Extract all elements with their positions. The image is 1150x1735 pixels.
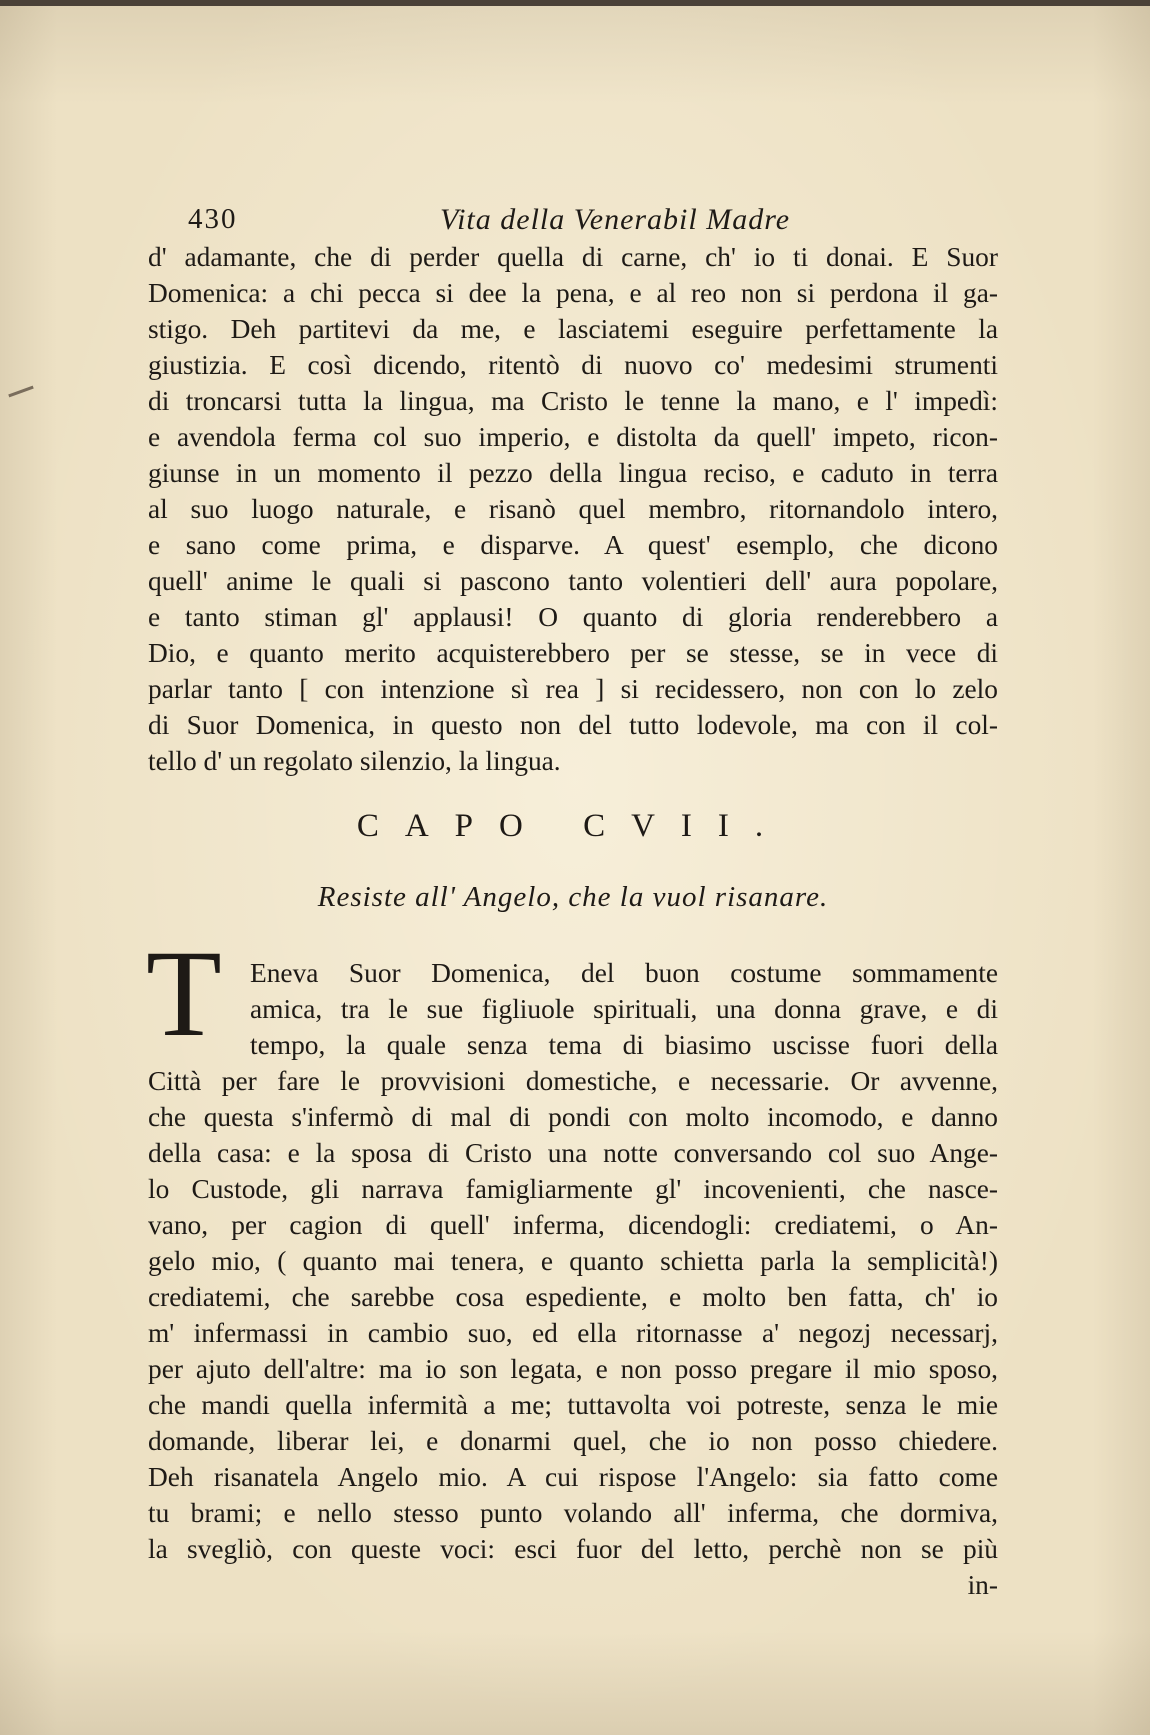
text-line: domande, liberar lei, e donarmi quel, che io non posso chiedere. xyxy=(148,1426,998,1456)
text-line: m' infermassi in cambio suo, ed ella ritornasse a' negozj necessarj, xyxy=(148,1318,998,1348)
chapter-subtitle: Resiste all' Angelo, che la vuol risanare. xyxy=(317,881,829,913)
chapter-heading: CAPO CVII. xyxy=(356,808,790,844)
page-number: 430 xyxy=(188,203,238,235)
text-line: e avendola ferma col suo imperio, e distolta da quell' impeto, ricon- xyxy=(148,422,998,452)
drop-cap: T xyxy=(146,925,222,1062)
catchword: in- xyxy=(967,1570,998,1600)
text-line: Eneva Suor Domenica, del buon costume sommamente xyxy=(250,958,998,988)
margin-mark xyxy=(8,386,33,398)
text-line: crediatemi, che sarebbe cosa espediente, e molto ben fatta, ch' io xyxy=(148,1282,998,1312)
text-line: tu brami; e nello stesso punto volando all' inferma, che dormiva, xyxy=(148,1498,998,1528)
text-line: parlar tanto [ con intenzione sì rea ] si recidessero, non con lo zelo xyxy=(148,674,998,704)
text-line: per ajuto dell'altre: ma io son legata, e non posso pregare il mio sposo, xyxy=(148,1354,998,1384)
text-line: stigo. Deh partitevi da me, e lasciatemi eseguire perfettamente la xyxy=(148,314,998,344)
paragraph-2 xyxy=(148,955,998,1603)
text-line: che questa s'infermò di mal di pondi con molto incomodo, e danno xyxy=(148,1102,998,1132)
text-line: tempo, la quale senza tema di biasimo uscisse fuori della xyxy=(250,1030,998,1060)
text-line: di Suor Domenica, in questo non del tutto lodevole, ma con il col- xyxy=(148,710,998,740)
text-line: Deh risanatela Angelo mio. A cui rispose l'Angelo: sia fatto come xyxy=(148,1462,998,1492)
text-line: giustizia. E così dicendo, ritentò di nuovo co' medesimi strumenti xyxy=(148,350,998,380)
text-line: vano, per cagion di quell' inferma, dicendogli: crediatemi, o An- xyxy=(148,1210,998,1240)
text-line: di troncarsi tutta la lingua, ma Cristo le tenne la mano, e l' impedì: xyxy=(148,386,998,416)
running-title: Vita della Venerabil Madre xyxy=(440,203,791,236)
page-top-edge xyxy=(0,0,1150,6)
text-line: Città per fare le provvisioni domestiche, e necessarie. Or avvenne, xyxy=(148,1066,998,1096)
text-line: d' adamante, che di perder quella di carne, ch' io ti donai. E Suor xyxy=(148,242,998,272)
paragraph-1 xyxy=(148,239,998,779)
text-line: lo Custode, gli narrava famigliarmente gl' incovenienti, che nasce- xyxy=(148,1174,998,1204)
text-line: della casa: e la sposa di Cristo una notte conversando col suo Ange- xyxy=(148,1138,998,1168)
text-line: e sano come prima, e disparve. A quest' esemplo, che dicono xyxy=(148,530,998,560)
text-line: al suo luogo naturale, e risanò quel membro, ritornandolo intero, xyxy=(148,494,998,524)
running-head xyxy=(188,203,828,243)
text-line: Domenica: a chi pecca si dee la pena, e al reo non si perdona il ga- xyxy=(148,278,998,308)
text-line: e tanto stiman gl' applausi! O quanto di gloria renderebbero a xyxy=(148,602,998,632)
text-line: tello d' un regolato silenzio, la lingua. xyxy=(148,746,561,776)
text-line: giunse in un momento il pezzo della lingua reciso, e caduto in terra xyxy=(148,458,998,488)
text-line: che mandi quella infermità a me; tuttavolta voi potreste, senza le mie xyxy=(148,1390,998,1420)
text-line: amica, tra le sue figliuole spirituali, una donna grave, e di xyxy=(250,994,998,1024)
text-line: la svegliò, con queste voci: esci fuor del letto, perchè non se più xyxy=(148,1534,998,1564)
text-line: Dio, e quanto merito acquisterebbero per se stesse, se in vece di xyxy=(148,638,998,668)
text-line: quell' anime le quali si pascono tanto volentieri dell' aura popolare, xyxy=(148,566,998,596)
text-line: gelo mio, ( quanto mai tenera, e quanto schietta parla la semplicità!) xyxy=(148,1246,998,1276)
